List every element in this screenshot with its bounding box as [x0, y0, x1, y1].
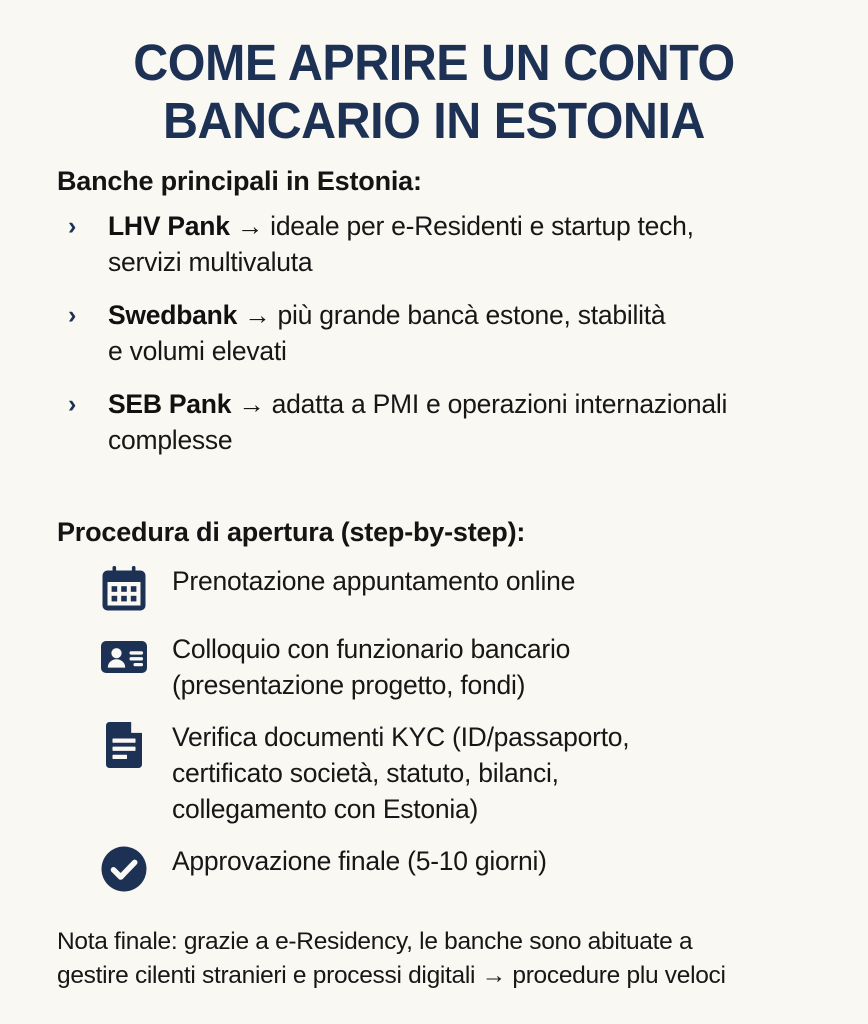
bank-name: Swedbank	[108, 300, 238, 330]
step-line: certificato società, statuto, bilanci,	[172, 758, 559, 788]
bank-description-cont: servizi multivaluta	[108, 247, 313, 277]
procedure-step	[0, 717, 868, 827]
bank-name: LHV Pank	[108, 211, 230, 241]
step-line: Verifica documenti KYC (ID/passaporto,	[172, 722, 630, 752]
final-note-line-2: gestire cilenti stranieri e processi digitali → procedure plu veloci	[57, 962, 726, 989]
document-icon	[98, 719, 150, 771]
page-title-line-1: COME APRIRE UN CONTO	[133, 34, 735, 91]
bank-list-item	[0, 208, 868, 280]
page-title	[22, 0, 847, 150]
bank-description-cont: e volumi elevati	[108, 336, 287, 366]
bank-description-cont: complesse	[108, 425, 233, 455]
chevron-right-icon: ›	[68, 301, 77, 329]
procedure-step-text	[172, 717, 629, 827]
final-note-line-1: Nota finale: grazie a e-Residency, le banche sono abituate a	[57, 928, 693, 955]
procedure-steps-list	[0, 549, 868, 895]
step-line: Prenotazione appuntamento online	[172, 566, 576, 596]
check-circle-icon	[98, 843, 150, 895]
step-line: collegamento con Estonia)	[172, 794, 479, 824]
banks-section-heading: Banche principali in Estonia:	[57, 166, 422, 196]
step-line: Colloquio con funzionario bancario	[172, 634, 571, 664]
banks-list	[0, 198, 868, 458]
procedure-step-text	[172, 561, 575, 599]
bank-list-item	[0, 297, 868, 369]
bank-description: → più grande bancà estone, stabilità	[237, 300, 666, 330]
chevron-right-icon: ›	[68, 212, 77, 240]
final-note	[0, 909, 868, 993]
step-line: (presentazione progetto, fondi)	[172, 670, 526, 700]
procedure-step-text	[172, 841, 547, 879]
procedure-step-text	[172, 629, 570, 703]
page-title-line-2: BANCARIO IN ESTONIA	[163, 92, 705, 149]
bank-description: → ideale per e-Residenti e startup tech,	[229, 211, 694, 241]
step-line: Approvazione finale (5-10 giorni)	[172, 846, 547, 876]
procedure-section-heading: Procedura di apertura (step-by-step):	[57, 517, 526, 547]
bank-list-item	[0, 386, 868, 458]
chevron-right-icon: ›	[68, 390, 77, 418]
bank-description: → adatta a PMI e operazioni internazionali	[231, 389, 728, 419]
procedure-step	[0, 629, 868, 703]
calendar-icon	[98, 563, 150, 615]
id-card-icon	[98, 631, 150, 683]
bank-name: SEB Pank	[108, 389, 232, 419]
procedure-step	[0, 841, 868, 895]
procedure-step	[0, 561, 868, 615]
